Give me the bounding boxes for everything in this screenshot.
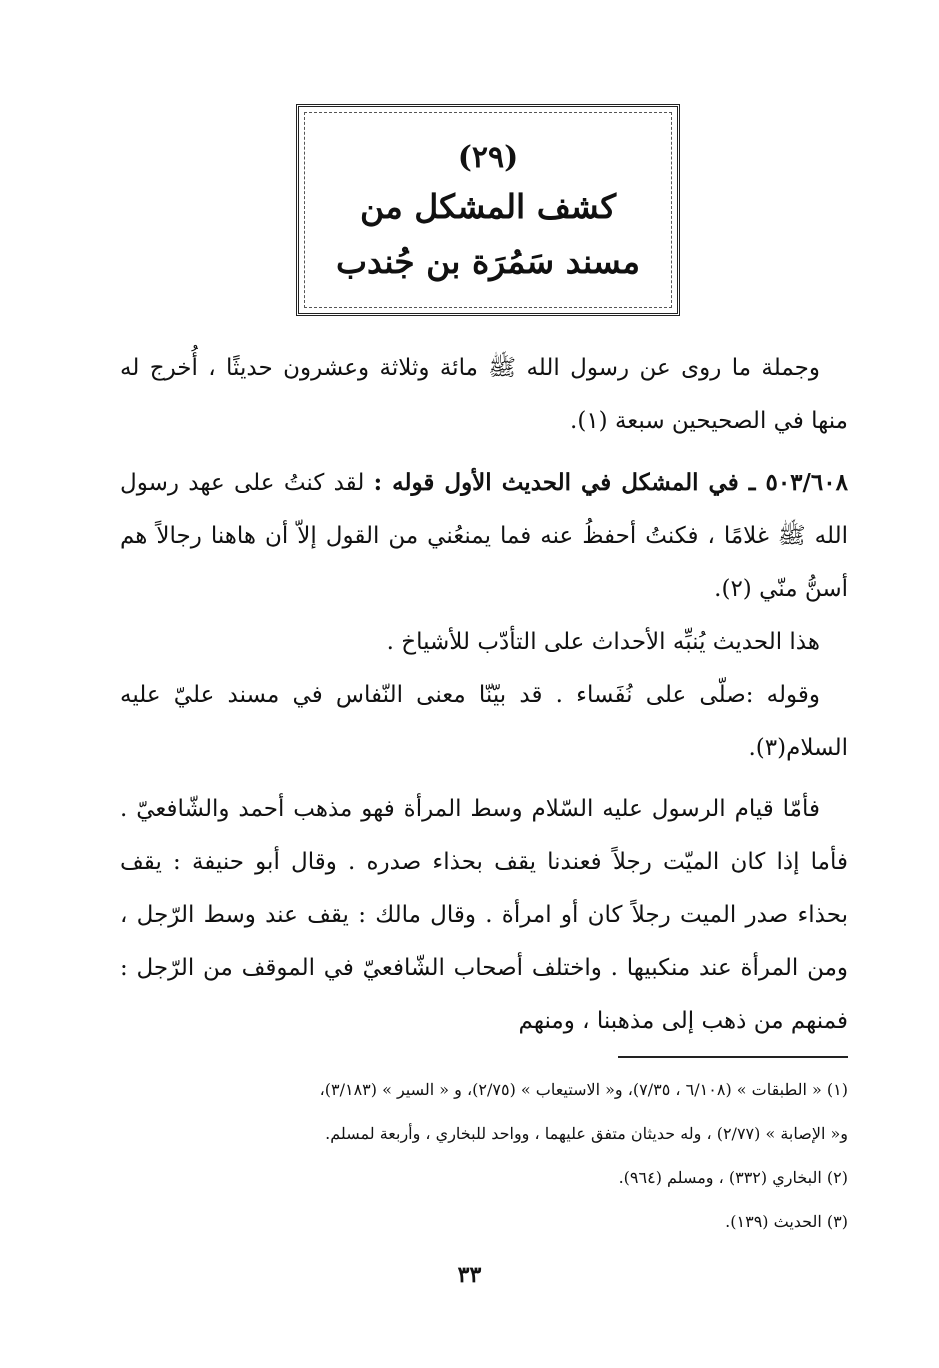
paragraph-commentary: هذا الحديث يُنبِّه الأحداث على التأدّب للأشياخ . — [386, 629, 820, 655]
hadith-text: لقد كنتُ على عهد رسول الله ﷺ غلامًا ، فكنتُ أحفظُ عنه فما يمنعُني من القول إلاّ أن هاهنا رجالاً هم أسنُّ منّي (٢). — [120, 470, 848, 602]
body-text — [120, 342, 848, 1048]
footnote-1b: و« الإصابة » (٢/٧٧) ، وله حديثان متفق عليهما ، وواحد للبخاري ، وأربعة لمسلم. — [325, 1124, 848, 1143]
paragraph-hadith — [120, 456, 848, 616]
footnote-3: (٣) الحديث (١٣٩). — [725, 1212, 848, 1231]
chapter-title-line1: كشف المشكل من — [359, 186, 617, 226]
footnote-2: (٢) البخاري (٣٣٢) ، ومسلم (٩٦٤). — [618, 1168, 848, 1187]
footnotes — [120, 1068, 848, 1244]
chapter-title-box — [296, 104, 680, 316]
chapter-title-line2: مسند سَمُرَة بن جُندب — [335, 241, 641, 281]
hadith-heading: ٥٠٣/٦٠٨ ـ في المشكل في الحديث الأول قوله : — [373, 469, 848, 496]
footnote-1a: (١) « الطبقات » (٦/١٠٨ ، ٧/٣٥)، و« الاستيعاب » (٢/٧٥)، و « السير » (٣/١٨٣)، — [319, 1080, 848, 1099]
paragraph-quote: وقوله :صلّى على نُفَساء . قد بيّنّا معنى النّفاس في مسند عليّ عليه السلام(٣). — [120, 682, 848, 761]
chapter-number: (٢٩) — [457, 139, 519, 175]
page-number: ٣٣ — [457, 1262, 482, 1288]
paragraph-intro: وجملة ما روى عن رسول الله ﷺ مائة وثلاثة وعشرون حديثًا ، أُخرج له منها في الصحيحين سبعة (١). — [120, 355, 848, 434]
footnote-divider — [618, 1056, 848, 1058]
paragraph-fiqh: فأمّا قيام الرسول عليه السّلام وسط المرأة فهو مذهب أحمد والشّافعيّ . فأما إذا كان الميّت رجلاً فعندنا يقف بحذاء صدره . وقال أبو حنيفة : يقف بحذاء صدر الميت رجلاً كان أو امرأة . وقال مالك : يقف عند وسط الرّجل ، ومن المرأة عند منكبيها . واختلف أصحاب الشّافعيّ في الموقف من الرّجل : فمنهم من ذهب إلى مذهبنا ، ومنهم — [120, 796, 848, 1034]
